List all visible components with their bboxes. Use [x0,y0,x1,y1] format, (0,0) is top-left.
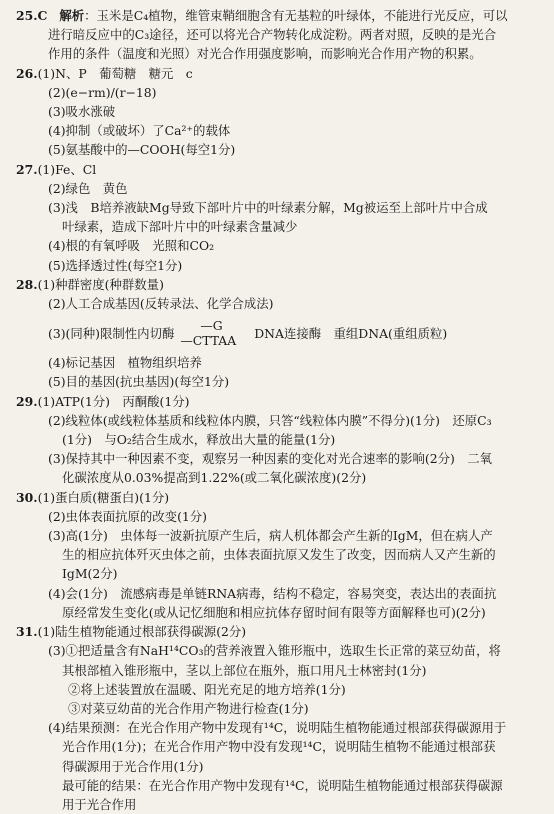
q25-text-1: ：玉米是C₄植物，维管束鞘细胞含有无基粒的叶绿体，不能进行光反应，可以 [84,8,508,23]
q26-answer-4: (4)抑制（或破坏）了Ca²⁺的载体 [48,123,231,139]
q31-number: 31. [16,624,38,640]
q29-line-1 [16,392,544,411]
q29-answer-3a: (3)保持其中一种因素不变，观察另一种因素的变化对光合速率的影响(2分) 二氧 [48,451,492,467]
q31-answer-4d: 最可能的结果：在光合作用产物中发现有¹⁴C，说明陆生植物能通过根部获得碳源 [62,777,503,793]
q25-line-2: 进行暗反应中的C₃途径，还可以将光合产物转化成淀粉。两者对照，反映的是光合 [48,27,497,43]
q27-line-1 [16,160,544,179]
q25-line-3: 作用的条件（温度和光照）对光合作用强度影响，而影响光合作用产物的积累。 [48,46,482,62]
q31-answer-4b: 光合作用(1分)；在光合作用产物中没有发现¹⁴C，说明陆生植物不能通过根部获 [62,739,496,755]
q29-answer-2b: (1分) 与O₂结合生成水，释放出大量的能量(1分) [62,432,336,448]
q27-answer-3b: 叶绿素，造成下部叶片中的叶绿素含量减少 [62,219,298,235]
q29-answer-3b: 化碳浓度从0.03%提高到1.22%(或二氧化碳浓度)(2分) [62,470,367,486]
q29-answer-1: (1)ATP(1分) 丙酮酸(1分) [37,393,190,409]
q30-answer-4b: 原经常发生变化(或从记忆细胞和相应抗体存留时间有限等方面解释也可)(2分) [62,604,486,620]
q31-answer-4e: 用于光合作用 [62,796,137,812]
q26-answer-5: (5)氨基酸中的—COOH(每空1分) [48,142,236,158]
q26-answer-2: (2)(e−rm)/(r−18) [48,84,157,100]
q26-line-1 [16,64,544,83]
q27-answer-2: (2)绿色 黄色 [48,180,128,196]
q30-answer-3a: (3)高(1分) 虫体每一波新抗原产生后，病人机体都会产生新的IgM，但在病人产 [48,528,493,544]
fragment-bottom-strand: —CTTAA [180,333,237,349]
q30-line-1 [16,488,544,507]
q26-answer-1: (1)N、P 葡萄糖 糖元 c [37,65,193,81]
q25-number: 25.C [16,8,48,23]
q28-answer-2: (2)人工合成基因(反转录法、化学合成法) [48,296,274,312]
q28-number: 28. [16,276,38,292]
q27-answer-3a: (3)浅 B培养液缺Mg导致下部叶片中的叶绿素分解，Mg被运至上部叶片中合成 [48,200,488,216]
q28-answer-5: (5)目的基因(抗虫基因)(每空1分) [48,374,230,390]
q31-answer-3a: (3)①把适量含有NaH¹⁴CO₃的营养液置入锥形瓶中，选取生长正常的菜豆幼苗，将 [48,643,501,659]
q29-answer-2a: (2)线粒体(或线粒体基质和线粒体内膜，只答“线粒体内膜”不得分)(1分) 还原C₃ [48,412,492,428]
q30-answer-4a: (4)会(1分) 流感病毒是单链RNA病毒，结构不稳定，容易突变，表达出的表面抗 [48,585,497,601]
q30-answer-1: (1)蛋白质(糖蛋白)(1分) [37,489,170,505]
q25-analysis-label: 解析 [59,8,85,23]
q25-line-1 [16,6,544,25]
q29-number: 29. [16,393,38,409]
q26-answer-3: (3)吸水涨破 [48,104,116,120]
q28-answer-4: (4)标记基因 植物组织培养 [48,355,202,371]
q31-answer-4c: 得碳源用于光合作用(1分) [62,758,204,774]
q28-line-1 [16,275,544,294]
q31-answer-1: (1)陆生植物能通过根部获得碳源(2分) [37,624,247,640]
q30-answer-2: (2)虫体表面抗原的改变(1分) [48,508,208,524]
q28-answer-3 [16,314,544,352]
q27-answer-1: (1)Fe、Cl [37,161,97,177]
q31-answer-3c: ②将上述装置放在温暖、阳光充足的地方培养(1分) [68,681,346,697]
q28-answer-3-rest: DNA连接酶 重组DNA(重组质粒) [254,325,448,341]
q31-line-1 [16,622,544,641]
q30-number: 30. [16,489,38,505]
q30-answer-3c: IgM(2分) [62,566,118,582]
fragment-top-strand: —G [200,318,223,334]
q27-answer-5: (5)选择透过性(每空1分) [48,257,183,273]
q31-answer-4a: (4)结果预测：在光合作用产物中发现有¹⁴C，说明陆生植物能通过根部获得碳源用于 [48,720,507,736]
q28-answer-3-text: (3)(同种)限制性内切酶 [48,325,175,341]
q27-answer-4: (4)根的有氧呼吸 光照和CO₂ [48,238,215,254]
sticky-end-fragment [180,318,236,348]
q28-answer-1: (1)种群密度(种群数量) [37,276,164,292]
q26-number: 26. [16,65,38,81]
q30-answer-3b: 生的相应抗体歼灭虫体之前，虫体表面抗原又发生了改变，因而病人又产生新的 [62,547,496,563]
q31-answer-3d: ③对菜豆幼苗的光合作用产物进行检查(1分) [68,700,309,716]
q31-answer-3b: 其根部植入锥形瓶中，茎以上部位在瓶外，瓶口用凡士林密封(1分) [62,662,427,678]
q27-number: 27. [16,161,38,177]
